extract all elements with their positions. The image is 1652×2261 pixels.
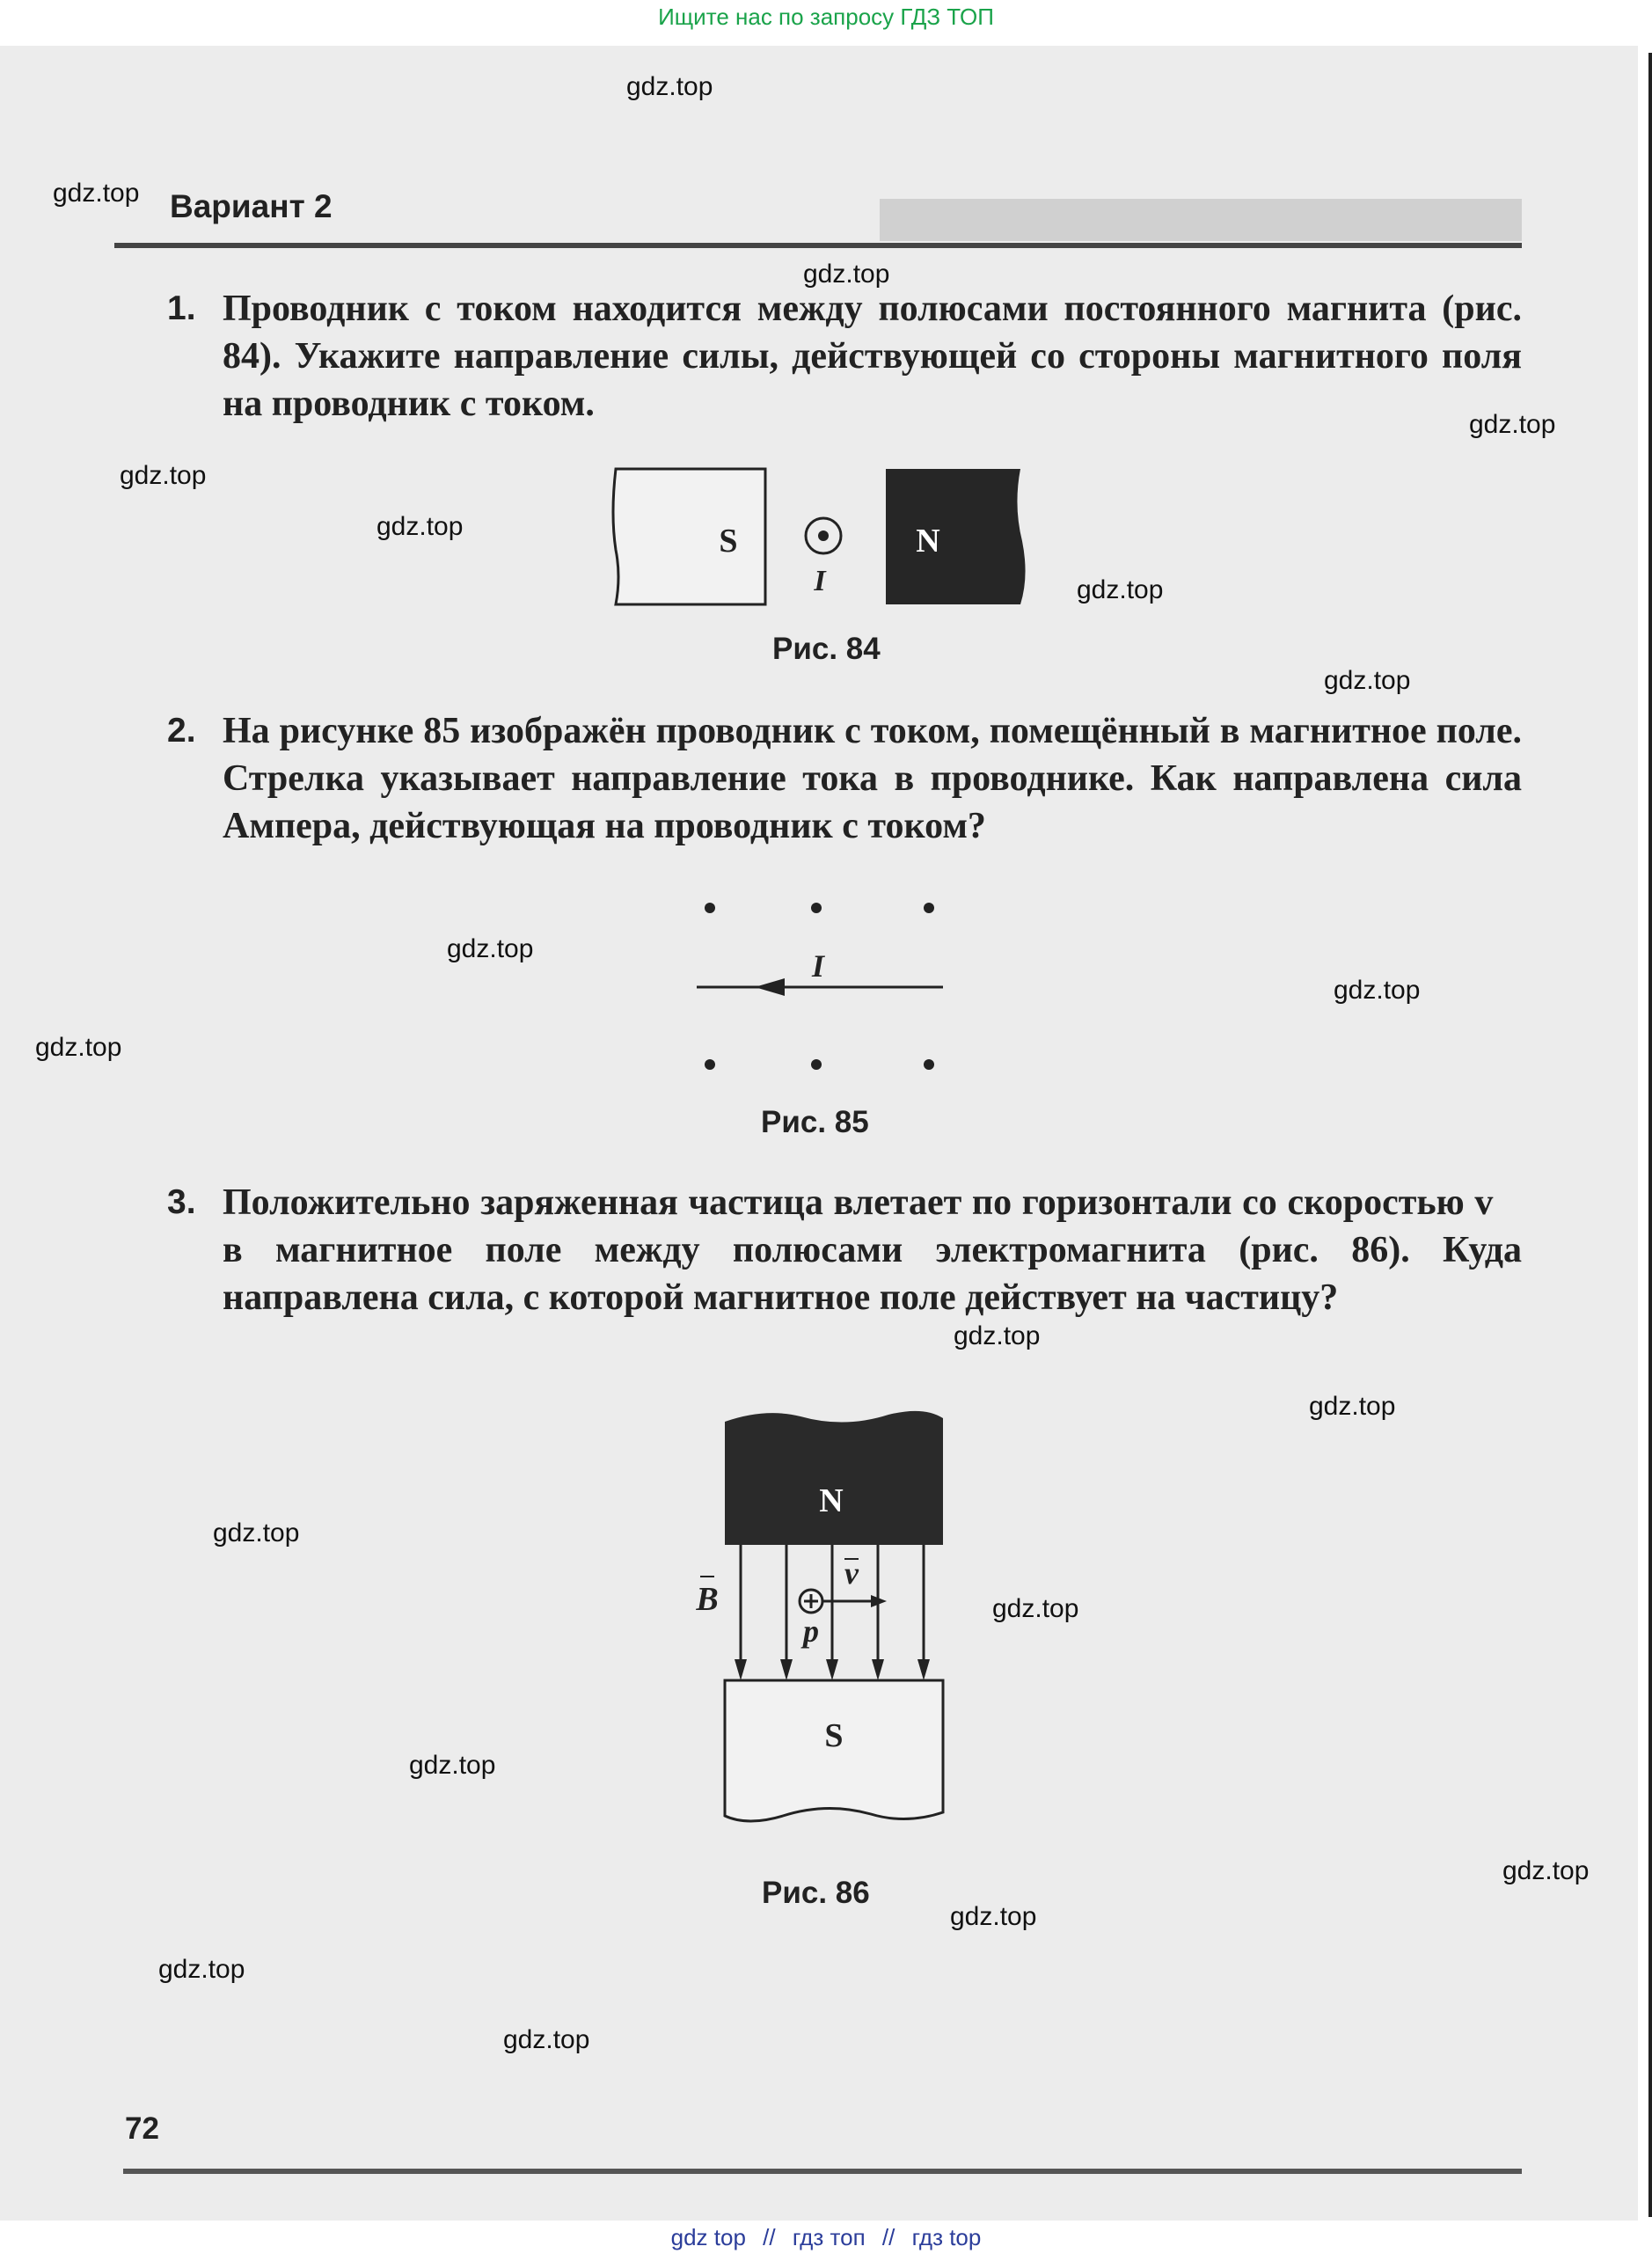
page-number: 72 <box>125 2111 159 2146</box>
watermark: gdz.top <box>447 934 534 963</box>
particle-label: p <box>803 1613 819 1649</box>
watermark: gdz.top <box>1309 1392 1396 1421</box>
watermark: gdz.top <box>1077 575 1164 604</box>
bottom-banner-item: гдз топ <box>792 2224 866 2250</box>
field-label: B <box>696 1581 719 1618</box>
field-arrow-head <box>917 1659 930 1680</box>
current-label: I <box>811 948 825 984</box>
s-pole-label: S <box>719 523 738 560</box>
field-dot <box>924 903 934 913</box>
figure-85 <box>686 889 950 1082</box>
bottom-banner-separator: // <box>763 2224 776 2250</box>
bottom-banner-separator: // <box>881 2224 895 2250</box>
caption-fig-84: Рис. 84 <box>772 632 881 666</box>
n-pole-magnet <box>886 469 1026 604</box>
field-arrow-head <box>780 1659 793 1680</box>
watermark: gdz.top <box>53 179 140 208</box>
task-1-number: 1. <box>167 289 196 327</box>
watermark: gdz.top <box>1324 666 1411 695</box>
watermark: gdz.top <box>503 2025 590 2054</box>
watermark: gdz.top <box>950 1902 1037 1931</box>
watermark: gdz.top <box>35 1033 122 1062</box>
field-dot <box>705 1059 715 1070</box>
watermark: gdz.top <box>803 260 890 289</box>
variant-heading: Вариант 2 <box>170 188 333 224</box>
watermark: gdz.top <box>120 461 207 490</box>
task-2-number: 2. <box>167 712 196 750</box>
task-1 <box>167 285 1522 428</box>
watermark: gdz.top <box>158 1955 245 1984</box>
field-dot <box>811 903 822 913</box>
n-pole-label: N <box>819 1482 844 1519</box>
watermark: gdz.top <box>409 1751 496 1780</box>
watermark: gdz.top <box>1502 1856 1590 1885</box>
bottom-banner <box>0 2224 1652 2251</box>
task-3 <box>167 1179 1522 1321</box>
current-arrow-head <box>755 978 785 996</box>
watermark: gdz.top <box>626 72 713 101</box>
watermark: gdz.top <box>992 1594 1079 1623</box>
figure-86 <box>696 1397 950 1837</box>
s-pole-magnet <box>613 469 765 604</box>
field-arrow-heads <box>735 1659 930 1680</box>
caption-fig-86: Рис. 86 <box>762 1876 870 1910</box>
heading-rule <box>114 243 1522 248</box>
bottom-banner-item: gdz top <box>670 2224 746 2250</box>
bottom-banner-item: гдз top <box>911 2224 982 2250</box>
task-3-number: 3. <box>167 1183 196 1221</box>
watermark: gdz.top <box>954 1321 1041 1350</box>
figure-84 <box>616 462 1038 616</box>
field-lines <box>741 1545 924 1672</box>
s-pole-label: S <box>824 1717 844 1754</box>
top-banner: Ищите нас по запросу ГДЗ ТОП <box>658 4 994 30</box>
n-pole-electromagnet <box>725 1411 943 1545</box>
current-dot <box>818 530 829 541</box>
task-1-text: Проводник с током находится между полюсами постоянного магнита (рис. 84). Укажите направление силы, действующей со стороны магнитного поля на проводник с током. <box>223 289 1522 424</box>
page-edge <box>1648 53 1652 2217</box>
current-label: I <box>814 565 826 597</box>
n-pole-label: N <box>916 523 940 560</box>
field-dot <box>705 903 715 913</box>
footer-rule <box>123 2169 1522 2174</box>
velocity-label: v <box>844 1555 859 1591</box>
field-dot <box>811 1059 822 1070</box>
field-dot <box>924 1059 934 1070</box>
field-arrow-head <box>735 1659 747 1680</box>
field-arrow-head <box>872 1659 884 1680</box>
watermark: gdz.top <box>376 512 464 541</box>
caption-fig-85: Рис. 85 <box>761 1105 869 1139</box>
task-3-text: Положительно заряженная частица влетает по горизонтали со скоростью v⃗ в магнитное поле между полюсами электромагнита (рис. 86). Куда направлена сила, с которой магнитное поле действует на частицу? <box>223 1182 1522 1318</box>
watermark: gdz.top <box>213 1518 300 1548</box>
watermark: gdz.top <box>1469 410 1556 439</box>
watermark: gdz.top <box>1334 976 1421 1005</box>
field-arrow-head <box>826 1659 838 1680</box>
task-2 <box>167 707 1522 850</box>
bleed-through-band <box>880 199 1522 241</box>
task-2-text: На рисунке 85 изображён проводник с током, помещённый в магнитное поле. Стрелка указывает направление тока в проводнике. Как направлена сила Ампера, действующая на проводник с током? <box>223 711 1522 846</box>
